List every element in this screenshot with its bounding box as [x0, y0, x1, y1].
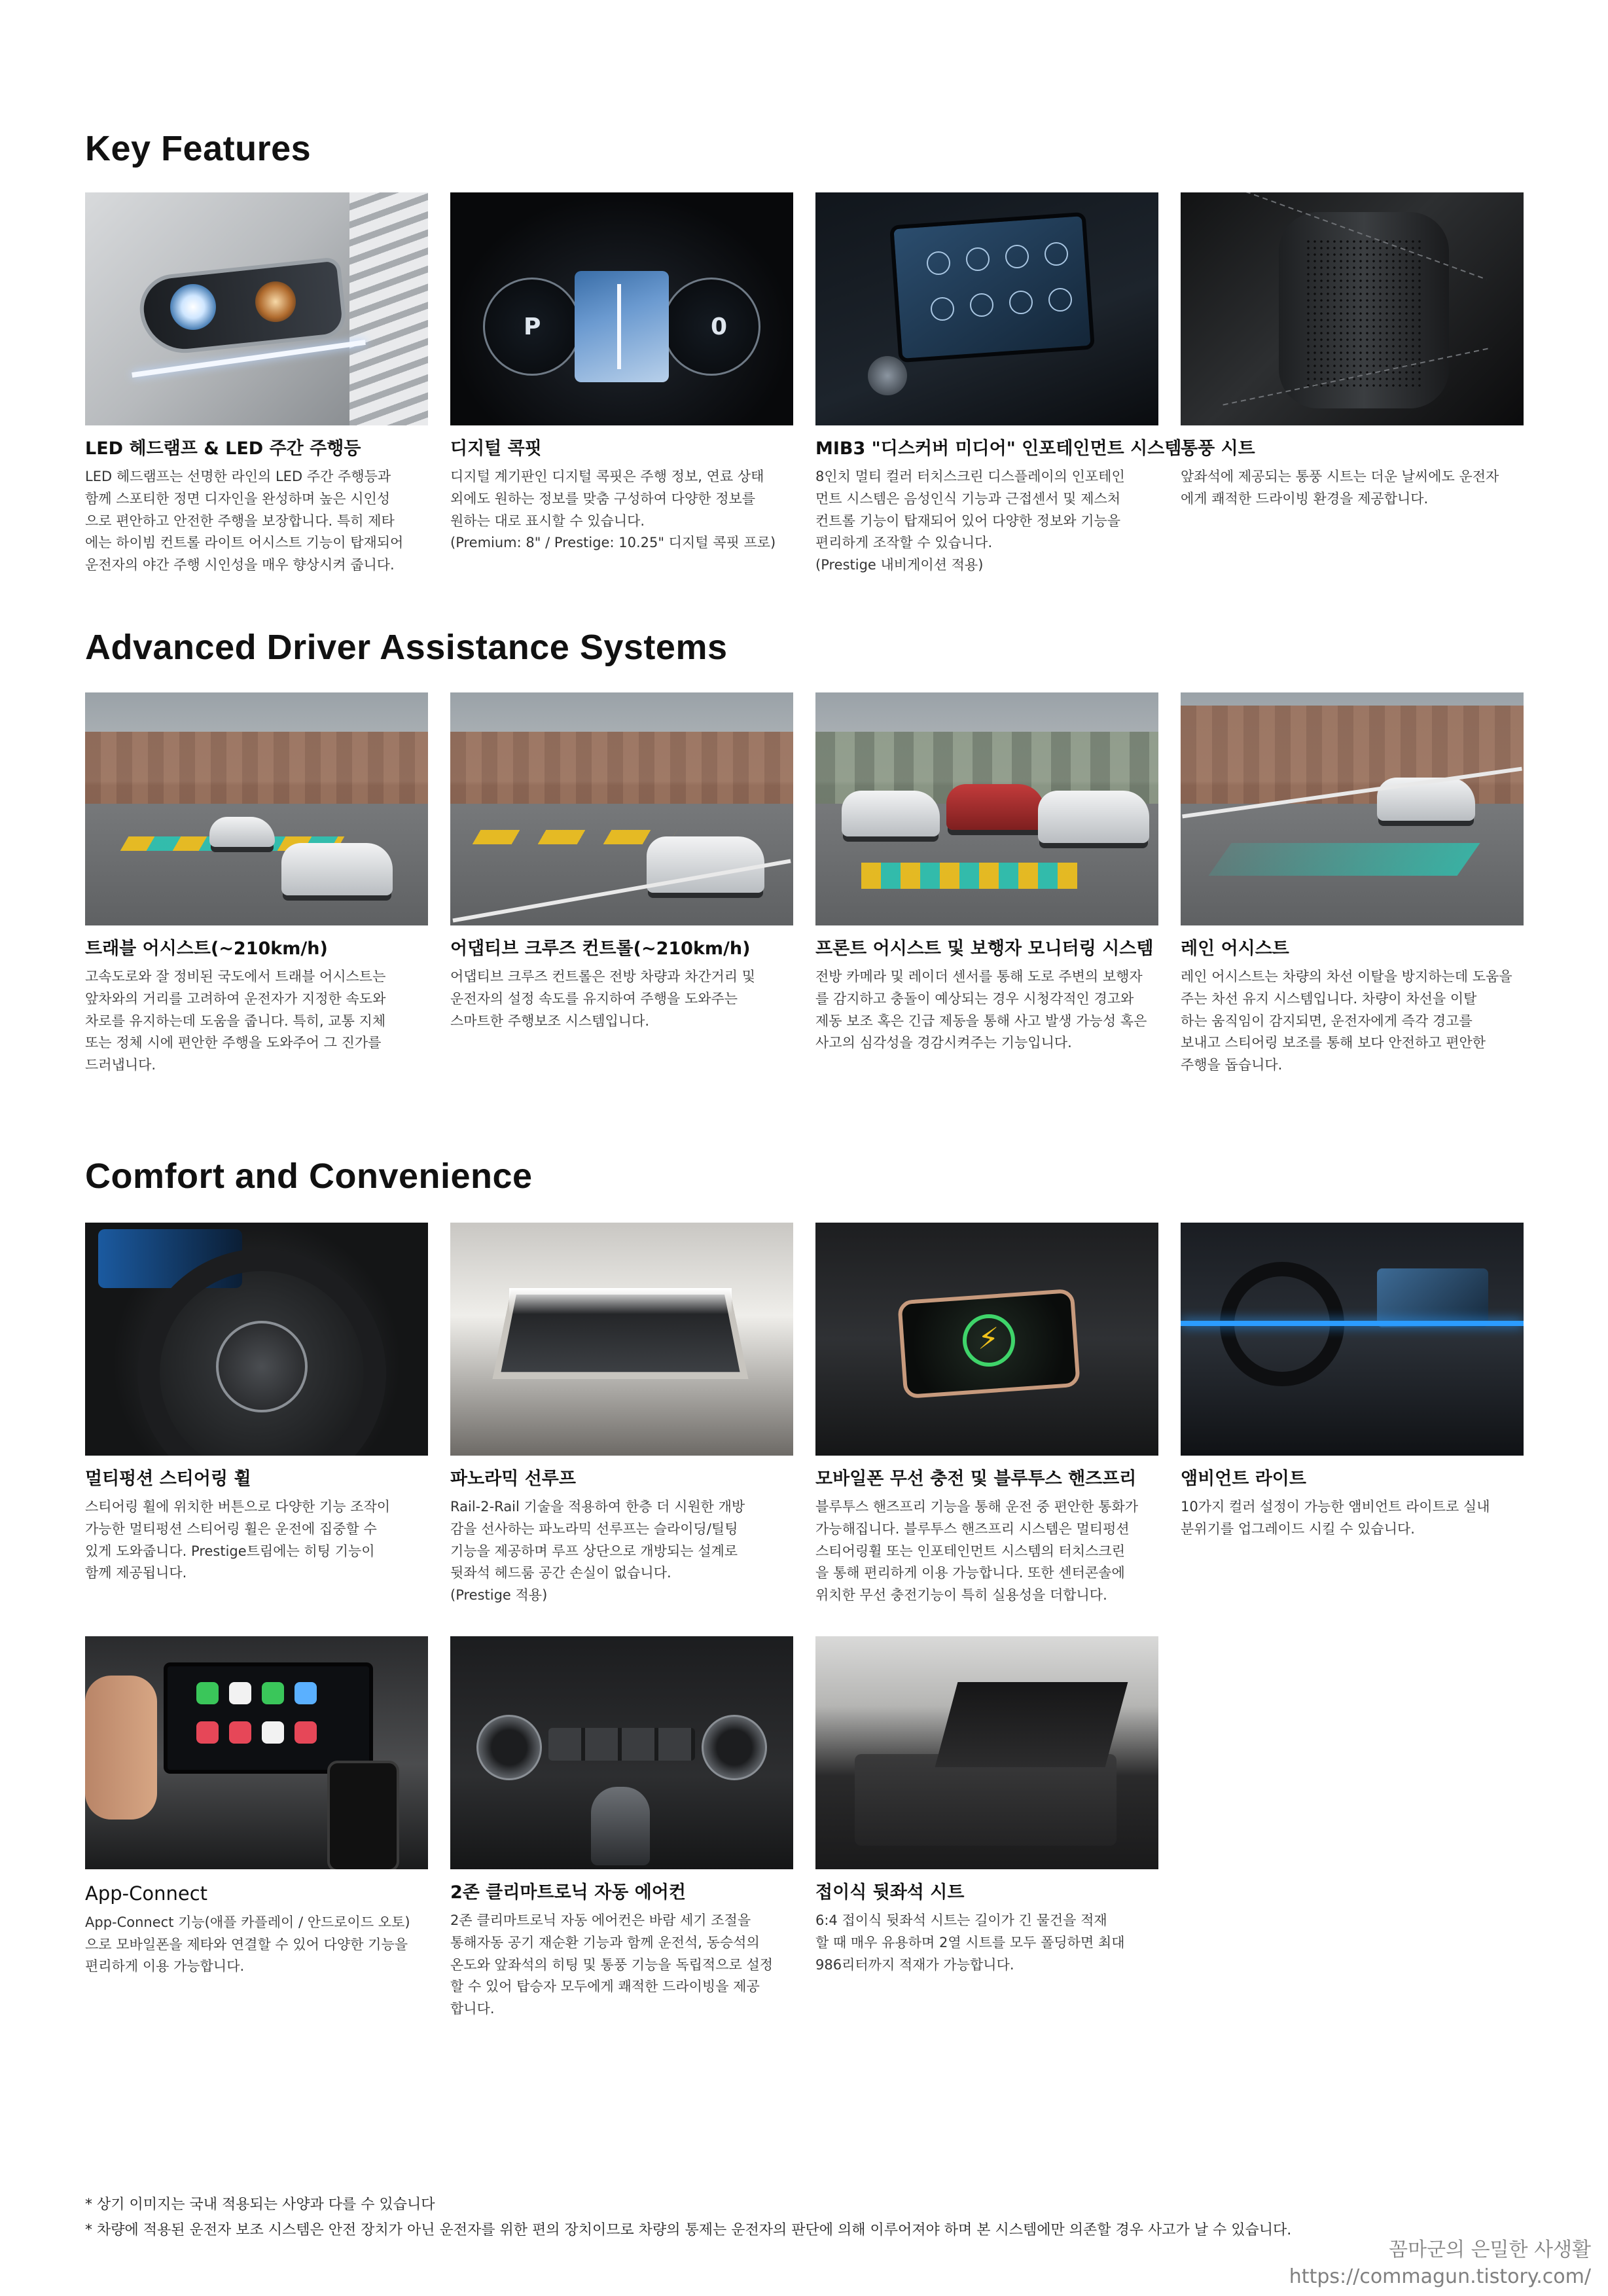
sunroof-image	[450, 1223, 793, 1456]
folding-seat-image	[815, 1636, 1158, 1869]
card-description: 고속도로와 잘 정비된 국도에서 트래블 어시스트는 앞차와의 거리를 고려하여 운전자가 지정한 속도와 차로를 유지하는데 도움을 줍니다. 특히, 교통 지체 또는 정체 시에 편안한 주행을 도와주어 그 진가를 드러냅니다.	[85, 969, 386, 1073]
adaptive-cruise-image	[450, 692, 793, 925]
climatronic-image	[450, 1636, 793, 1869]
footnotes	[85, 2193, 1291, 2243]
card-title: 통풍 시트	[1181, 439, 1255, 459]
adas-card-travel-assist	[85, 692, 428, 1076]
section-title-key-features: Key Features	[85, 129, 312, 168]
card-description: 8인치 멀티 컬러 터치스크린 디스플레이의 인포테인 먼트 시스템은 음성인식 기능과 근접센서 및 제스처 컨트롤 기능이 탑재되어 있어 다양한 정보와 기능을 편리하게 조작할 수 있습니다. (Prestige 내비게이션 적용)	[815, 469, 1125, 573]
card-title: 앰비언트 라이트	[1181, 1469, 1306, 1489]
section-title-adas: Advanced Driver Assistance Systems	[85, 628, 728, 667]
wireless-charging-image	[815, 1223, 1158, 1456]
card-title: LED 헤드램프 & LED 주간 주행등	[85, 439, 361, 459]
comfort-card-ambient-light	[1181, 1223, 1524, 1541]
card-title: 2존 클리마트로닉 자동 에어컨	[450, 1882, 686, 1903]
comfort-card-climatronic	[450, 1636, 793, 2020]
comfort-card-app-connect	[85, 1636, 428, 1978]
watermark-name: 꼼마군의 은밀한 사생활	[1389, 2238, 1591, 2261]
card-description: 6:4 접이식 뒷좌석 시트는 길이가 긴 물건을 적재 할 때 매우 유용하며 2열 시트를 모두 폴딩하면 최대 986리터까지 적재가 가능합니다.	[815, 1912, 1125, 1973]
section-title-comfort: Comfort and Convenience	[85, 1157, 533, 1196]
comfort-card-folding-rear-seat	[815, 1636, 1158, 1976]
front-assist-image	[815, 692, 1158, 925]
card-title: MIB3 "디스커버 미디어" 인포테인먼트 시스템	[815, 439, 1182, 459]
card-title: 레인 어시스트	[1181, 939, 1289, 959]
watermark-url: https://commagun.tistory.com/	[1289, 2265, 1591, 2288]
card-title: 모바일폰 무선 충전 및 블루투스 핸즈프리	[815, 1469, 1137, 1489]
footnote: * 상기 이미지는 국내 적용되는 사양과 다를 수 있습니다	[85, 2197, 435, 2213]
card-description: 디지털 계기판인 디지털 콕핏은 주행 정보, 연료 상태 외에도 원하는 정보를 맞춤 구성하여 다양한 정보를 원하는 대로 표시할 수 있습니다. (Premium: 8" / Prestige: 10.25" 디지털 콕핏 프로)	[450, 469, 776, 551]
ventilated-seat-image	[1181, 192, 1524, 425]
card-description: LED 헤드램프는 선명한 라인의 LED 주간 주행등과 함께 스포티한 정면 디자인을 완성하며 높은 시인성 으로 편안하고 안전한 주행을 보장합니다. 특히 제타 에는 하이빔 컨트롤 라이트 어시스트 기능이 탑재되어 운전자의 야간 주행 시인성을 매우 향상시켜 줍니다.	[85, 469, 404, 573]
card-title: 프론트 어시스트 및 보행자 모니터링 시스템	[815, 939, 1154, 959]
feature-card-led-headlamp	[85, 192, 428, 576]
adas-card-lane-assist	[1181, 692, 1524, 1076]
card-description: App-Connect 기능(애플 카플레이 / 안드로이드 오토) 으로 모바일폰을 제타와 연결할 수 있어 다양한 기능을 편리하게 이용 가능합니다.	[85, 1914, 410, 1975]
card-description: 블루투스 핸즈프리 기능을 통해 운전 중 편안한 통화가 가능해집니다. 블루투스 핸즈프리 시스템은 멀티펑션 스티어링휠 또는 인포테인먼트 시스템의 터치스크린 을 통해 편리하게 이용 가능합니다. 또한 센터콘솔에 위치한 무선 충전기능이 특히 실용성을 더합니다.	[815, 1499, 1139, 1603]
card-description: 앞좌석에 제공되는 통풍 시트는 더운 날씨에도 운전자 에게 쾌적한 드라이빙 환경을 제공합니다.	[1181, 469, 1499, 507]
card-description: 10가지 컬러 설정이 가능한 앰비언트 라이트로 실내 분위기를 업그레이드 시킬 수 있습니다.	[1181, 1499, 1490, 1537]
ambient-light-image	[1181, 1223, 1524, 1456]
feature-card-digital-cockpit	[450, 192, 793, 554]
comfort-card-wireless-charging	[815, 1223, 1158, 1606]
card-description: 어댑티브 크루즈 컨트롤은 전방 차량과 차간거리 및 운전자의 설정 속도를 유지하여 주행을 도와주는 스마트한 주행보조 시스템입니다.	[450, 969, 756, 1029]
lane-assist-image	[1181, 692, 1524, 925]
footnote: * 차량에 적용된 운전자 보조 시스템은 안전 장치가 아닌 운전자를 위한 편의 장치이므로 차량의 통제는 운전자의 판단에 의해 이루어져야 하며 본 시스템에만 의존할 경우 사고가 날 수 있습니다.	[85, 2221, 1292, 2238]
card-title: App-Connect	[85, 1882, 208, 1905]
card-title: 접이식 뒷좌석 시트	[815, 1882, 965, 1903]
infotainment-image	[815, 192, 1158, 425]
card-title: 디지털 콕핏	[450, 439, 542, 459]
feature-card-mib3-infotainment	[815, 192, 1182, 576]
card-description: Rail-2-Rail 기술을 적용하여 한층 더 시원한 개방 감을 선사하는 파노라믹 선루프는 슬라이딩/틸팅 기능을 제공하며 루프 상단으로 개방되는 설계로 뒷좌석 헤드룸 공간 손실이 없습니다. (Prestige 적용)	[450, 1499, 745, 1603]
steering-wheel-image	[85, 1223, 428, 1456]
adas-card-front-assist	[815, 692, 1158, 1054]
travel-assist-image	[85, 692, 428, 925]
digital-cockpit-image: P 0	[450, 192, 793, 425]
card-title: 파노라믹 선루프	[450, 1469, 576, 1489]
card-description: 레인 어시스트는 차량의 차선 이탈을 방지하는데 도움을 주는 차선 유지 시스템입니다. 차량이 차선을 이탈 하는 움직임이 감지되면, 운전자에게 즉각 경고를 보내고 스티어링 보조를 통해 보다 안전하고 편안한 주행을 돕습니다.	[1181, 969, 1512, 1073]
feature-card-ventilated-seat	[1181, 192, 1524, 511]
headlamp-image	[85, 192, 428, 425]
card-description: 스티어링 휠에 위치한 버튼으로 다양한 기능 조작이 가능한 멀티펑션 스티어링 휠은 운전에 집중할 수 있게 도와줍니다. Prestige트림에는 히팅 기능이 함께 제공됩니다.	[85, 1499, 391, 1581]
card-description: 2존 클리마트로닉 자동 에어컨은 바람 세기 조절을 통해자동 공기 재순환 기능과 함께 운전석, 동승석의 온도와 앞좌석의 히팅 및 통풍 기능을 독립적으로 설정 할 수 있어 탑승자 모두에게 쾌적한 드라이빙을 제공 합니다.	[450, 1912, 774, 2017]
charging-icon: ⚡	[978, 1321, 999, 1356]
card-title: 멀티펑션 스티어링 휠	[85, 1469, 251, 1489]
adas-card-adaptive-cruise	[450, 692, 793, 1032]
comfort-card-steering-wheel	[85, 1223, 428, 1585]
app-connect-image	[85, 1636, 428, 1869]
card-description: 전방 카메라 및 레이더 센서를 통해 도로 주변의 보행자 를 감지하고 충돌이 예상되는 경우 시청각적인 경고와 제동 보조 혹은 긴급 제동을 통해 사고 발생 가능성 혹은 사고의 심각성을 경감시켜주는 기능입니다.	[815, 969, 1147, 1051]
comfort-card-panoramic-sunroof	[450, 1223, 793, 1606]
card-title: 트래블 어시스트(~210km/h)	[85, 939, 328, 959]
watermark	[1289, 2237, 1591, 2290]
card-title: 어댑티브 크루즈 컨트롤(~210km/h)	[450, 939, 751, 959]
